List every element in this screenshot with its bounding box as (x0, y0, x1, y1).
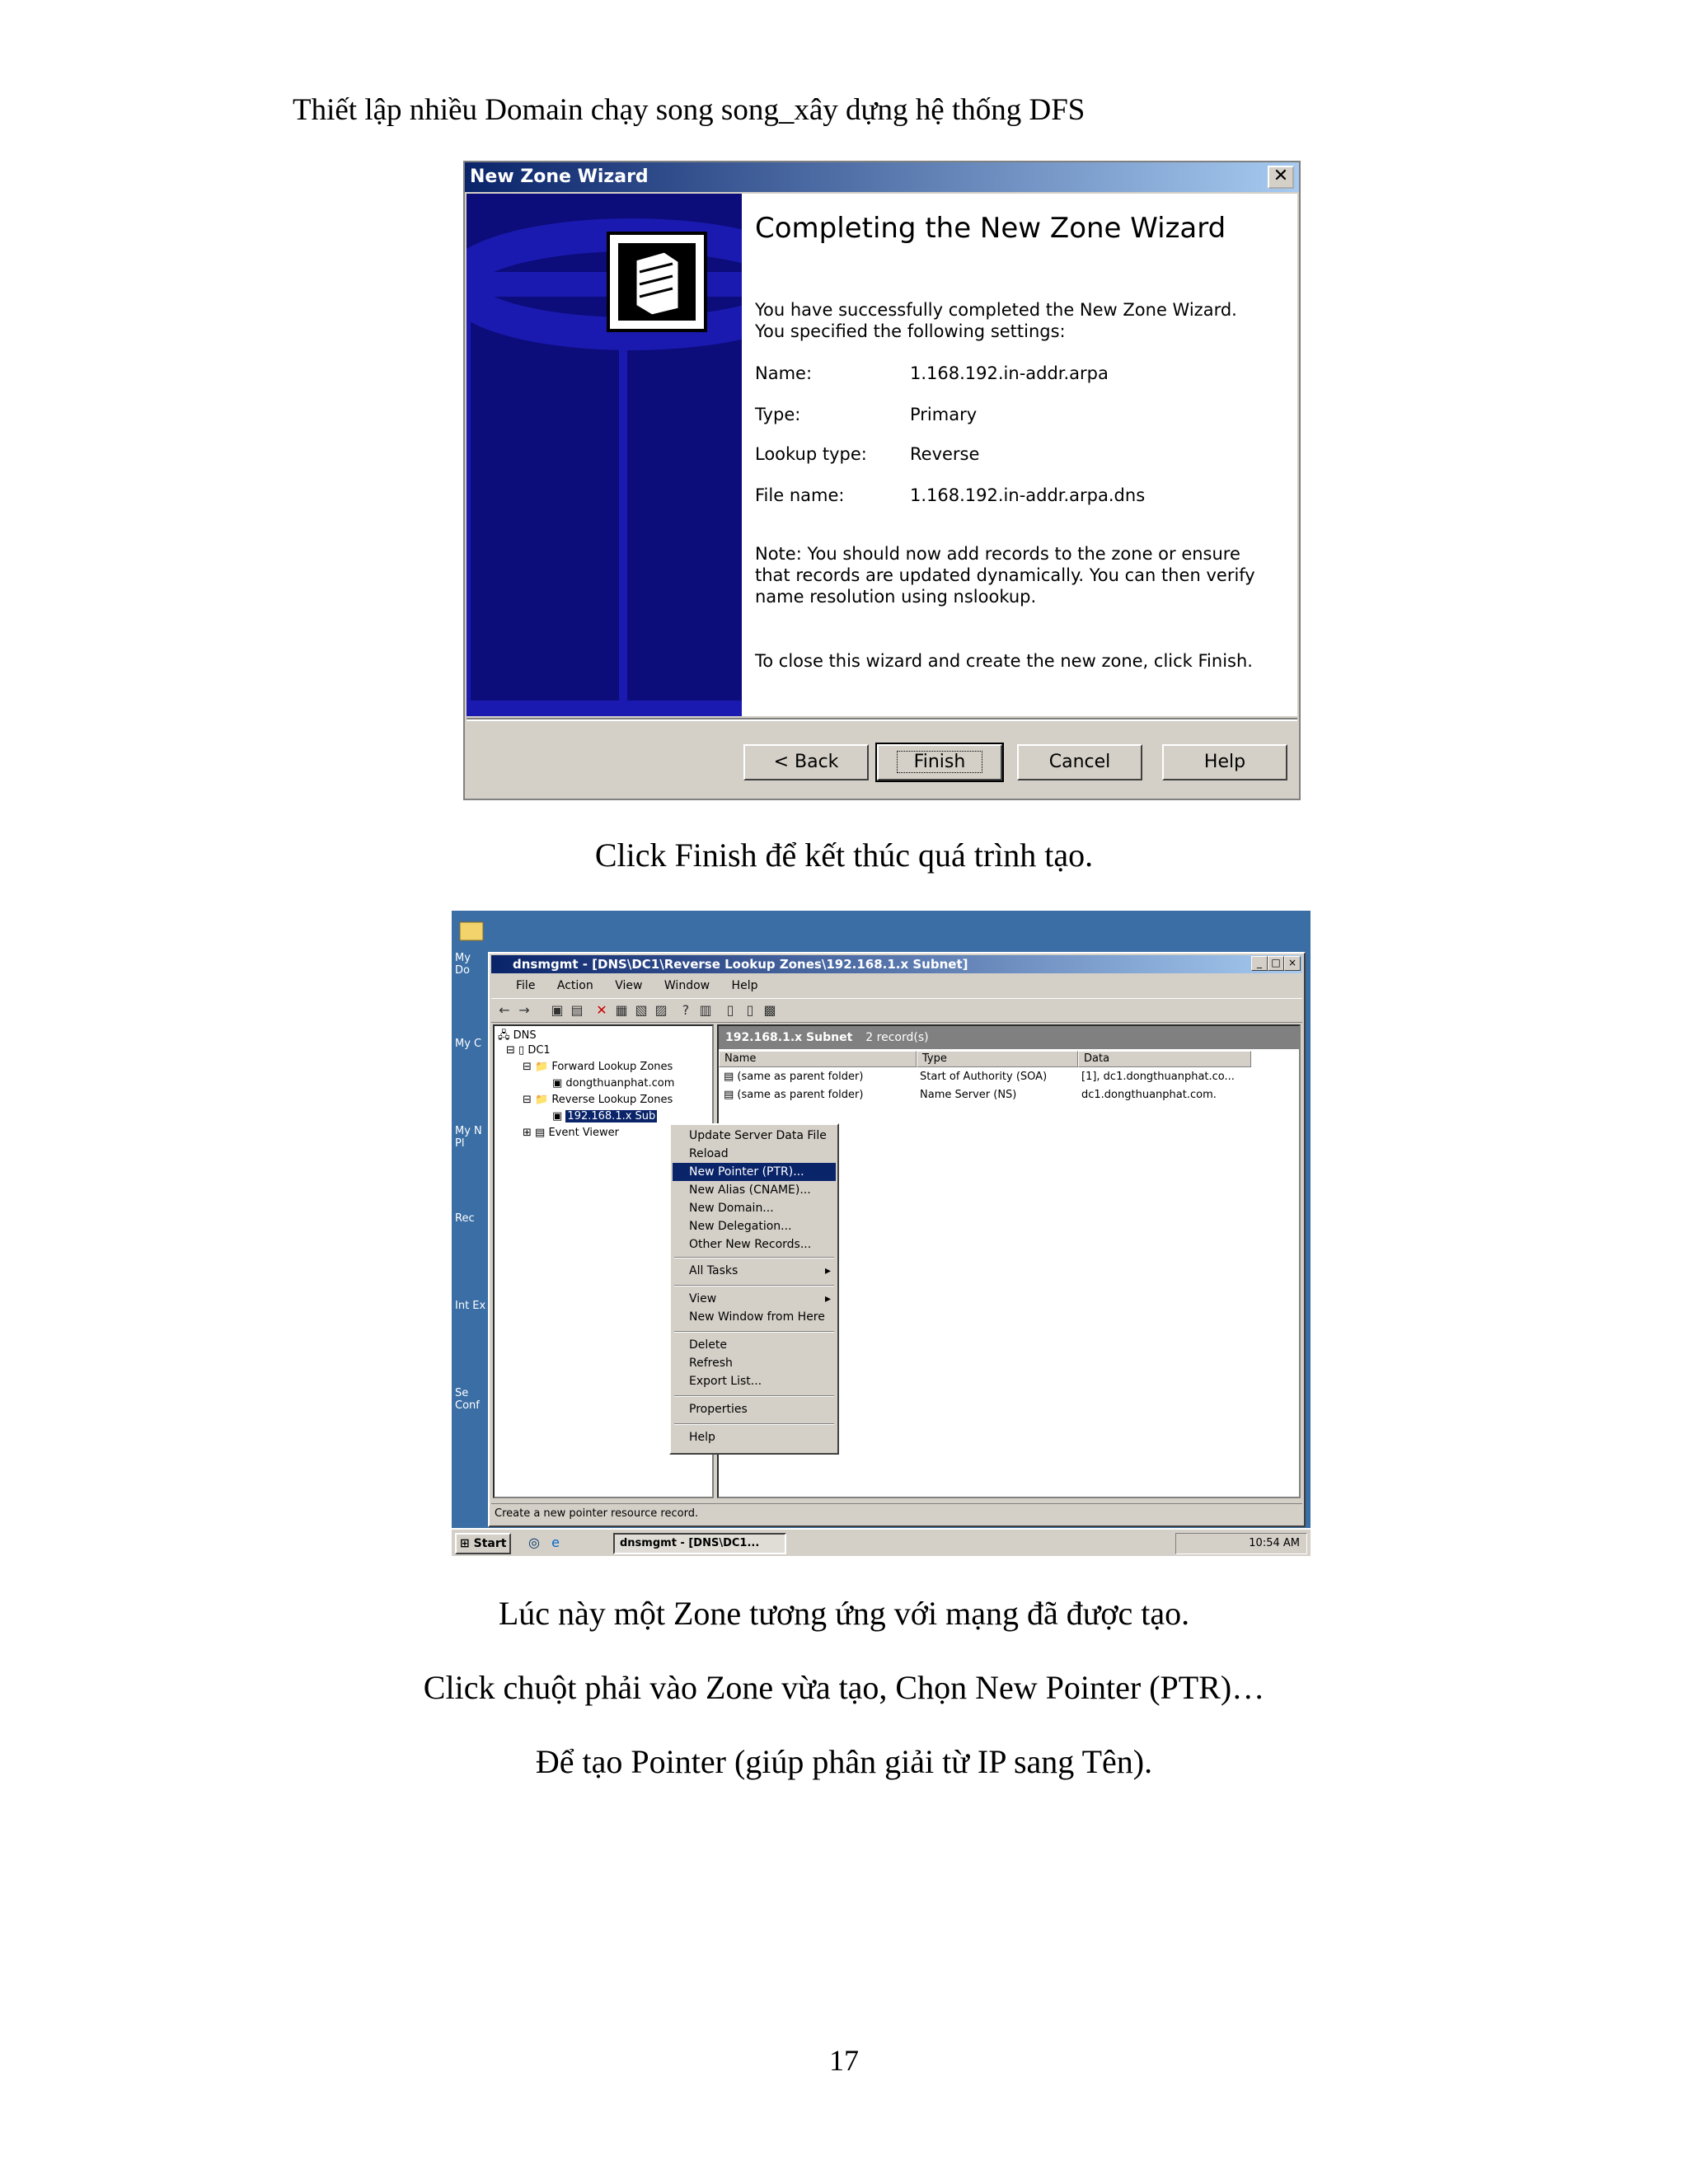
menu-item-other-new-records[interactable]: Other New Records... (689, 1238, 812, 1251)
menu-item-label: All Tasks (689, 1264, 738, 1277)
wizard-heading: Completing the New Zone Wizard (755, 212, 1226, 245)
close-icon[interactable]: × (1284, 956, 1301, 971)
refresh-icon[interactable]: ▧ (635, 1002, 648, 1018)
menu-item-delete[interactable]: Delete (689, 1338, 727, 1352)
start-button[interactable]: ⊞ Start (455, 1533, 511, 1554)
setting-lookup-value: Reverse (910, 444, 980, 464)
wizard-separator (467, 718, 1297, 721)
zone-icon[interactable]: ▩ (763, 1002, 776, 1018)
menu-item-view[interactable] (673, 1290, 836, 1308)
row-name: (same as parent folder) (737, 1071, 864, 1083)
maximize-icon[interactable]: □ (1268, 956, 1284, 971)
tree-label: DC1 (528, 1044, 551, 1057)
menu-separator (674, 1331, 834, 1333)
menubar (491, 975, 1302, 996)
submenu-arrow-icon: ▸ (824, 1264, 831, 1277)
wizard-close-text: To close this wizard and create the new zone, click Finish. (755, 651, 1253, 671)
mmc-title: dnsmgmt - [DNS\DC1\Reverse Lookup Zones\192.168.1.x Subnet] (513, 957, 968, 972)
menu-item-new-domain[interactable]: New Domain... (689, 1202, 774, 1215)
show-tree-icon[interactable]: ▤ (570, 1002, 584, 1018)
console-icon[interactable]: ▥ (699, 1002, 712, 1018)
menu-item-refresh[interactable]: Refresh (689, 1357, 733, 1370)
tree-label: Forward Lookup Zones (551, 1061, 673, 1073)
tree-item-forward-zone[interactable]: ▣ dongthuanphat.com (552, 1077, 675, 1090)
desktop-icon-label[interactable]: Rec (455, 1212, 475, 1225)
wizard-side-banner (467, 194, 742, 716)
clock: 10:54 AM (1249, 1537, 1300, 1549)
menu-separator (674, 1285, 834, 1286)
back-arrow-icon[interactable]: ← (499, 1002, 510, 1018)
tree-label: Event Viewer (548, 1127, 620, 1139)
setting-type-value: Primary (910, 405, 978, 424)
forward-arrow-icon[interactable]: → (518, 1002, 530, 1018)
help-button[interactable]: Help (1162, 744, 1287, 780)
tree-item-event-viewer[interactable]: ⊞ ▤ Event Viewer (523, 1127, 620, 1139)
dnsmgmt-window (488, 952, 1306, 1527)
menu-item-properties[interactable]: Properties (689, 1403, 748, 1416)
setting-name-value: 1.168.192.in-addr.arpa (910, 363, 1109, 383)
tree-item-dns[interactable]: 🖧 DNS (498, 1029, 537, 1042)
desktop-icon-label[interactable]: Int Ex (455, 1300, 486, 1312)
table-row[interactable]: ▤ (same as parent folder) (724, 1089, 864, 1101)
menu-item-new-window[interactable]: New Window from Here (689, 1310, 825, 1324)
table-row[interactable]: ▤ (same as parent folder) (724, 1071, 864, 1083)
menu-item-all-tasks[interactable] (673, 1262, 836, 1280)
wizard-title: New Zone Wizard (470, 166, 649, 187)
caption-right-click: Click chuột phải vào Zone vừa tạo, Chọn New Pointer (PTR)… (423, 1669, 1265, 1706)
record-count: 2 record(s) (865, 1031, 929, 1044)
close-icon[interactable]: ✕ (1268, 166, 1294, 189)
cancel-button[interactable]: Cancel (1017, 744, 1142, 780)
results-title: 192.168.1.x Subnet (725, 1031, 853, 1044)
row-type: Name Server (NS) (920, 1089, 1017, 1101)
wizard-note: Note: You should now add records to the zone or ensure that records are updated dynamically. You can then verify name resolution using nslookup. (755, 544, 1255, 607)
folder-icon[interactable] (455, 914, 488, 947)
system-tray (1175, 1533, 1307, 1554)
desktop-icon-label[interactable]: Se Conf (455, 1387, 480, 1412)
setting-file-key: File name: (755, 485, 845, 505)
mmc-titlebar (491, 955, 1302, 973)
menu-item-new-alias[interactable]: New Alias (CNAME)... (689, 1183, 811, 1197)
tree-label: DNS (513, 1029, 537, 1042)
column-header-type[interactable]: Type (917, 1051, 1078, 1067)
taskbar-item-dnsmgmt[interactable]: dnsmgmt - [DNS\DC1... (613, 1533, 786, 1554)
quicklaunch-icon[interactable]: ◎ (528, 1535, 540, 1550)
caption-zone-created: Lúc này một Zone tương ứng với mạng đã được tạo. (498, 1595, 1190, 1632)
menu-separator (674, 1395, 834, 1397)
menu-item-update-server-data-file[interactable]: Update Server Data File (689, 1129, 827, 1142)
column-header-name[interactable]: Name (719, 1051, 917, 1067)
tree-label: 192.168.1.x Sub (567, 1110, 656, 1122)
tree-item-reverse-zone[interactable]: ▣ 192.168.1.x Sub (552, 1110, 656, 1122)
menu-item-label: View (689, 1292, 717, 1305)
back-button[interactable]: < Back (743, 744, 869, 780)
caption-pointer: Để tạo Pointer (giúp phân giải từ IP sang Tên). (535, 1743, 1153, 1780)
tree-label: dongthuanphat.com (565, 1077, 675, 1090)
wizard-content (742, 194, 1297, 716)
desktop (452, 911, 1311, 1556)
row-name: (same as parent folder) (737, 1089, 864, 1101)
export-icon[interactable]: ▨ (654, 1002, 668, 1018)
up-folder-icon[interactable]: ▣ (551, 1002, 564, 1018)
wizard-intro: You have successfully completed the New Zone Wizard. You specified the following settings: (755, 300, 1237, 341)
submenu-arrow-icon: ▸ (824, 1292, 831, 1305)
tree-item-forward-zones[interactable]: ⊟ 📁 Forward Lookup Zones (523, 1061, 673, 1073)
delete-icon[interactable]: ✕ (596, 1002, 607, 1018)
ie-icon[interactable]: e (551, 1535, 560, 1550)
status-bar: Create a new pointer resource record. (491, 1503, 1302, 1524)
finish-button[interactable] (877, 744, 1002, 780)
finish-button-label: Finish (897, 751, 983, 773)
row-data: dc1.dongthuanphat.com. (1081, 1089, 1217, 1101)
setting-file-value: 1.168.192.in-addr.arpa.dns (910, 485, 1146, 505)
caption-finish: Click Finish để kết thúc quá trình tạo. (594, 837, 1094, 874)
menu-item-reload[interactable]: Reload (689, 1147, 729, 1160)
setting-name-key: Name: (755, 363, 813, 383)
toolbar (491, 998, 1302, 1023)
menu-separator (674, 1423, 834, 1425)
help-icon[interactable]: ? (682, 1002, 690, 1018)
context-menu (669, 1123, 839, 1455)
minimize-icon[interactable]: _ (1251, 956, 1268, 971)
column-header-data[interactable]: Data (1078, 1051, 1251, 1067)
page-number: 17 (829, 2044, 859, 2077)
menu-help[interactable]: Help (731, 979, 758, 992)
menu-separator (674, 1257, 834, 1258)
tree-item-dc1[interactable]: ⊟ ▯ DC1 (506, 1044, 551, 1057)
start-label: Start (473, 1537, 507, 1550)
wizard-titlebar (465, 162, 1299, 192)
server-icon[interactable]: ▯ (726, 1002, 734, 1018)
menu-item-new-delegation[interactable]: New Delegation... (689, 1220, 792, 1233)
results-header (719, 1026, 1299, 1049)
menu-item-new-pointer[interactable]: New Pointer (PTR)... (673, 1163, 836, 1181)
menu-file[interactable]: File (516, 979, 536, 992)
desktop-icon-label[interactable]: My Do (455, 952, 471, 977)
taskbar (452, 1528, 1311, 1556)
tree-item-reverse-zones[interactable]: ⊟ 📁 Reverse Lookup Zones (523, 1094, 673, 1106)
tree-label: Reverse Lookup Zones (551, 1094, 673, 1106)
menu-action[interactable]: Action (556, 979, 593, 992)
wizard-banner-graphic (467, 194, 742, 716)
properties-icon[interactable]: ▦ (615, 1002, 628, 1018)
menu-item-help[interactable]: Help (689, 1431, 715, 1444)
setting-type-key: Type: (755, 405, 801, 424)
records-icon[interactable]: ▯ (746, 1002, 754, 1018)
row-type: Start of Authority (SOA) (920, 1071, 1048, 1083)
new-zone-wizard-dialog (463, 161, 1301, 800)
setting-lookup-key: Lookup type: (755, 444, 867, 464)
row-data: [1], dc1.dongthuanphat.co... (1081, 1071, 1235, 1083)
desktop-icon-label[interactable]: My C (455, 1038, 482, 1050)
menu-item-export-list[interactable]: Export List... (689, 1375, 762, 1388)
menu-view[interactable]: View (615, 979, 643, 992)
document-header: Thiết lập nhiều Domain chạy song song_xây dựng hệ thống DFS (293, 93, 1085, 127)
menu-window[interactable]: Window (663, 979, 710, 992)
desktop-icon-label[interactable]: My N Pl (455, 1125, 482, 1150)
